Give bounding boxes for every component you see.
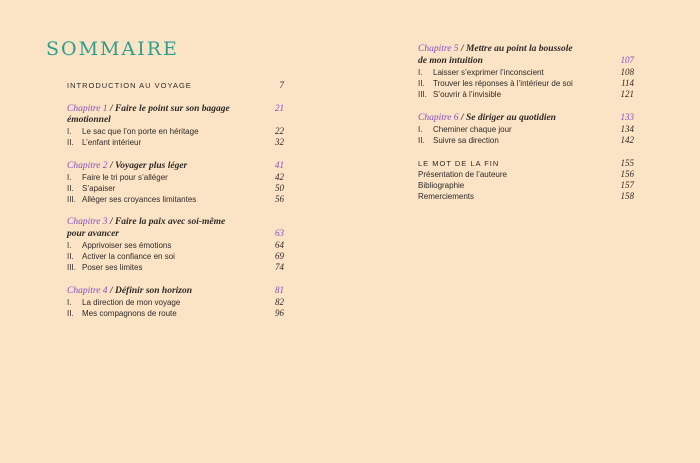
toc-end-item[interactable]: [418, 191, 634, 202]
item-number: I.: [67, 127, 72, 136]
toc-intro-label: INTRODUCTION AU VOYAGE: [67, 81, 192, 90]
item-page: 82: [275, 297, 284, 307]
item-label: La direction de mon voyage: [82, 298, 181, 307]
toc-end-item[interactable]: [418, 180, 634, 191]
chapter-3-heading[interactable]: Chapitre 3 / Faire la paix avec soi-même pour avancer 63: [67, 217, 284, 239]
end-label: LE MOT DE LA FIN: [418, 159, 500, 168]
item-page: 114: [621, 78, 634, 88]
item-page: 142: [620, 135, 634, 145]
item-label: Faire le tri pour s’alléger: [82, 173, 168, 182]
end-page: 157: [620, 180, 634, 190]
chapter-5-label: Chapitre 5: [418, 44, 459, 54]
toc-item[interactable]: [418, 135, 634, 146]
item-number: II.: [418, 79, 425, 88]
toc-item[interactable]: [67, 297, 284, 308]
item-label: Mes compagnons de route: [82, 309, 177, 318]
item-page: 42: [275, 172, 284, 182]
toc-item[interactable]: [67, 172, 284, 183]
item-label: Trouver les réponses à l’intérieur de soi: [433, 79, 573, 88]
chapter-4-title: Définir son horizon: [114, 286, 193, 296]
end-label: Bibliographie: [418, 181, 465, 190]
toc-item[interactable]: [418, 78, 634, 89]
toc-item[interactable]: [418, 89, 634, 100]
item-page: 108: [620, 67, 634, 77]
item-number: II.: [67, 252, 74, 261]
end-label: Remerciements: [418, 192, 475, 201]
item-label: Activer la confiance en soi: [82, 252, 175, 261]
chapter-1-heading[interactable]: Chapitre 1 / Faire le point sur son bagage émotionnel 21: [67, 103, 284, 125]
chapter-5-title-line1: Mettre au point la boussole: [465, 44, 573, 54]
item-page: 32: [275, 137, 284, 147]
item-number: III.: [67, 263, 76, 272]
chapter-2-label: Chapitre 2: [67, 161, 108, 171]
toc-right-column: [418, 44, 634, 202]
toc-item[interactable]: [67, 308, 284, 319]
toc-item[interactable]: [418, 124, 634, 135]
item-number: II.: [67, 184, 74, 193]
toc-item[interactable]: [67, 262, 284, 273]
chapter-6-page: 133: [620, 112, 634, 122]
item-label: Apprivoiser ses émotions: [82, 241, 172, 250]
chapter-6-title: Se diriger au quotidien: [465, 113, 556, 123]
chapter-6-heading[interactable]: Chapitre 6 / Se diriger au quotidien 133: [418, 112, 634, 123]
toc-item[interactable]: [67, 240, 284, 251]
item-label: S’apaiser: [82, 184, 116, 193]
chapter-5-heading[interactable]: Chapitre 5 / Mettre au point la boussole de mon intuition 107: [418, 44, 634, 66]
chapter-2-heading[interactable]: Chapitre 2 / Voyager plus léger 41: [67, 160, 284, 171]
toc-intro[interactable]: [67, 80, 284, 91]
item-number: II.: [418, 136, 425, 145]
chapter-2-page: 41: [275, 160, 284, 170]
chapter-1-label: Chapitre 1: [67, 104, 108, 114]
item-number: I.: [67, 173, 72, 182]
toc-intro-page: 7: [279, 80, 284, 90]
chapter-4-heading[interactable]: Chapitre 4 / Définir son horizon 81: [67, 285, 284, 296]
item-number: I.: [418, 68, 423, 77]
item-number: I.: [418, 125, 423, 134]
end-page: 156: [620, 169, 634, 179]
chapter-1-page: 21: [275, 103, 284, 113]
toc-item[interactable]: [418, 67, 634, 78]
chapter-1-title: Faire le point sur son bagage émotionnel: [67, 104, 230, 125]
item-label: Le sac que l’on porte en héritage: [82, 127, 199, 136]
toc-item[interactable]: [67, 251, 284, 262]
item-page: 96: [275, 308, 284, 318]
chapter-4-page: 81: [275, 285, 284, 295]
chapter-6-label: Chapitre 6: [418, 113, 459, 123]
chapter-3-page: 63: [275, 228, 284, 238]
item-page: 69: [275, 251, 284, 261]
item-page: 22: [275, 126, 284, 136]
page-title: SOMMAIRE: [46, 38, 179, 60]
toc-end-item[interactable]: [418, 169, 634, 180]
item-page: 121: [620, 89, 634, 99]
item-number: III.: [418, 90, 427, 99]
item-page: 50: [275, 183, 284, 193]
item-number: II.: [67, 138, 74, 147]
chapter-5-page: 107: [620, 55, 634, 65]
chapter-2-title: Voyager plus léger: [114, 161, 188, 171]
end-page: 158: [620, 191, 634, 201]
end-label: Présentation de l’auteure: [418, 170, 507, 179]
item-label: Laisser s’exprimer l’inconscient: [433, 68, 544, 77]
chapter-5-title-line2: de mon intuition: [418, 56, 483, 66]
toc-item[interactable]: [67, 194, 284, 205]
item-page: 134: [620, 124, 634, 134]
item-page: 56: [275, 194, 284, 204]
toc-item[interactable]: [67, 183, 284, 194]
chapter-3-title-line1: Faire la paix avec soi-même: [114, 217, 226, 227]
chapter-3-title-line2: pour avancer: [67, 229, 119, 239]
item-number: II.: [67, 309, 74, 318]
item-number: III.: [67, 195, 76, 204]
chapter-3-label: Chapitre 3: [67, 217, 108, 227]
item-number: I.: [67, 241, 72, 250]
item-label: Poser ses limites: [82, 263, 143, 272]
item-label: L’enfant intérieur: [82, 138, 142, 147]
end-page: 155: [620, 158, 634, 168]
item-label: S’ouvrir à l’invisible: [433, 90, 502, 99]
toc-item[interactable]: [67, 137, 284, 148]
toc-item[interactable]: [67, 126, 284, 137]
item-page: 74: [275, 262, 284, 272]
item-label: Alléger ses croyances limitantes: [82, 195, 197, 204]
item-number: I.: [67, 298, 72, 307]
chapter-4-label: Chapitre 4: [67, 286, 108, 296]
item-page: 64: [275, 240, 284, 250]
toc-end-item[interactable]: [418, 158, 634, 169]
item-label: Cheminer chaque jour: [433, 125, 512, 134]
toc-left-column: [67, 80, 284, 319]
item-label: Suivre sa direction: [433, 136, 499, 145]
